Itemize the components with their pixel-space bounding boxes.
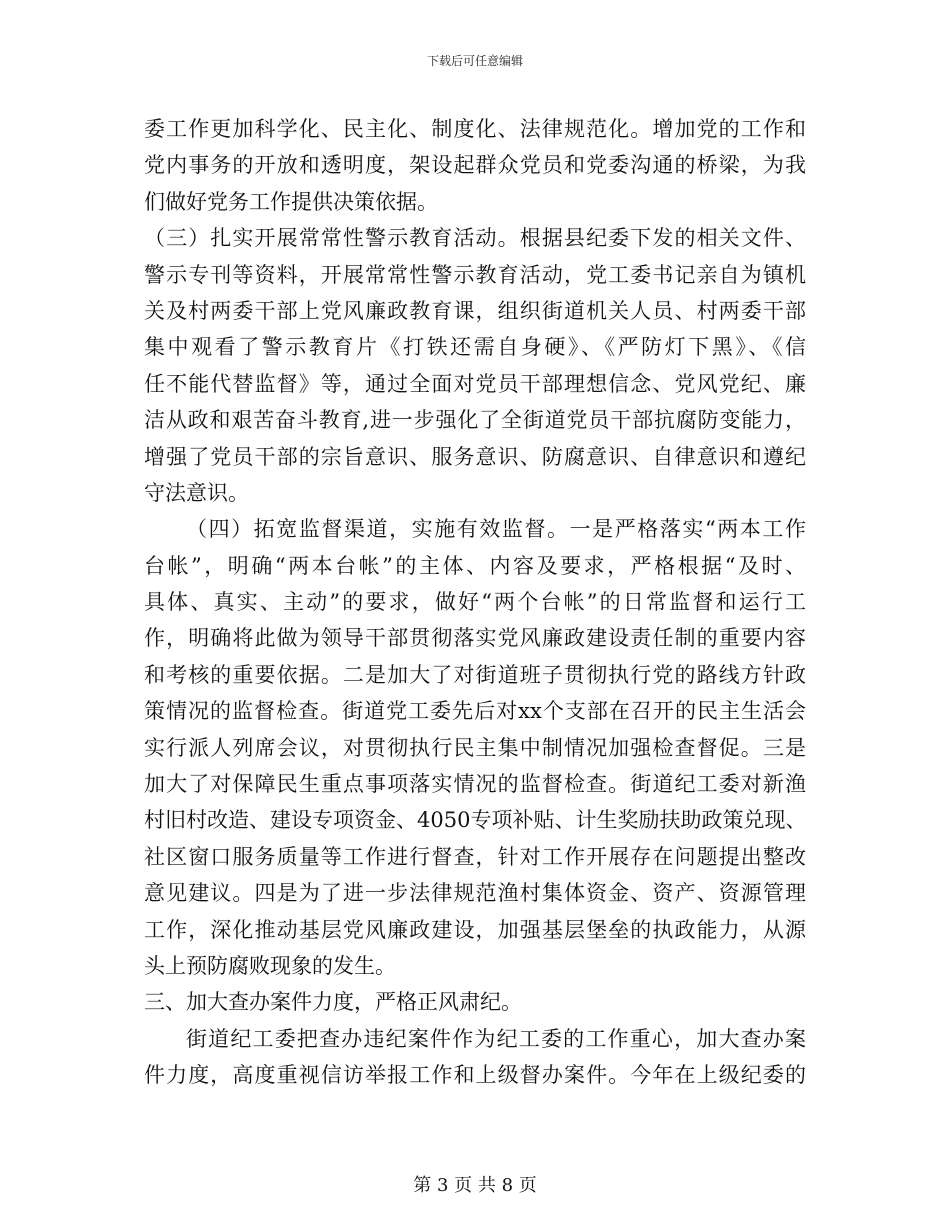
body-line: 委工作更加科学化、民主化、制度化、法律规范化。增加党的工作和 bbox=[144, 117, 806, 141]
body-line: 集中观看了警示教育片《打铁还需自身硬》、《严防灯下黑》、《信 bbox=[144, 335, 806, 360]
body-line: 策情况的监督检查。街道党工委先后对xx个支部在召开的民主生活会 bbox=[144, 699, 806, 724]
body-line: 台帐”，明确“两本台帐”的主体、内容及要求，严格根据“及时、 bbox=[144, 553, 806, 578]
body-line: 加大了对保障民生重点事项落实情况的监督检查。街道纪工委对新渔 bbox=[144, 772, 806, 797]
body-line: 意见建议。四是为了进一步法律规范渔村集体资金、资产、资源管理 bbox=[144, 881, 806, 906]
body-line: 头上预防腐败现象的发生。 bbox=[144, 953, 396, 978]
body-line: 工作，深化推动基层党风廉政建设，加强基层堡垒的执政能力，从源 bbox=[144, 917, 806, 942]
section-heading-3: （三）扎实开展常常性警示教育活动。根据县纪委下发的相关文件、 bbox=[144, 226, 806, 251]
body-line: 和考核的重要依据。二是加大了对街道班子贯彻执行党的路线方针政 bbox=[144, 662, 806, 687]
body-line: 党内事务的开放和透明度，架设起群众党员和党委沟通的桥梁，为我 bbox=[144, 153, 806, 178]
body-line: 警示专刊等资料，开展常常性警示教育活动，党工委书记亲自为镇机 bbox=[144, 262, 806, 287]
body-line: 守法意识。 bbox=[144, 480, 249, 505]
section-heading-4: （四）拓宽监督渠道，实施有效监督。一是严格落实“两本工作 bbox=[186, 517, 806, 542]
page-header: 下载后可任意编辑 bbox=[426, 54, 523, 68]
body-line: 关及村两委干部上党风廉政教育课，组织街道机关人员、村两委干部 bbox=[144, 298, 806, 323]
body-line: 作，明确将此做为领导干部贯彻落实党风廉政建设责任制的重要内容 bbox=[144, 626, 806, 651]
body-line: 实行派人列席会议，对贯彻执行民主集中制情况加强检查督促。三是 bbox=[144, 735, 806, 760]
body-line: 村旧村改造、建设专项资金、4050专项补贴、计生奖励扶助政策兑现、 bbox=[144, 808, 806, 833]
body-line: 洁从政和艰苦奋斗教育,进一步强化了全街道党员干部抗腐防变能力， bbox=[144, 408, 806, 433]
body-line: 增强了党员干部的宗旨意识、服务意识、防腐意识、自律意识和遵纪 bbox=[144, 444, 806, 469]
body-line: 任不能代替监督》等，通过全面对党员干部理想信念、党风党纪、廉 bbox=[144, 371, 806, 396]
document-body bbox=[144, 111, 806, 1094]
section-heading-main: 三、加大查办案件力度，严格正风肃纪。 bbox=[144, 990, 522, 1015]
body-line: 件力度，高度重视信访举报工作和上级督办案件。今年在上级纪委的 bbox=[144, 1063, 806, 1088]
body-line: 们做好党务工作提供决策依据。 bbox=[144, 189, 438, 214]
body-line: 社区窗口服务质量等工作进行督查，针对工作开展存在问题提出整改 bbox=[144, 844, 806, 869]
body-line: 街道纪工委把查办违纪案件作为纪工委的工作重心，加大查办案 bbox=[186, 1026, 806, 1051]
page-number: 第 3 页 共 8 页 bbox=[413, 1175, 537, 1196]
body-line: 具体、真实、主动”的要求，做好“两个台帐”的日常监督和运行工 bbox=[144, 590, 806, 615]
